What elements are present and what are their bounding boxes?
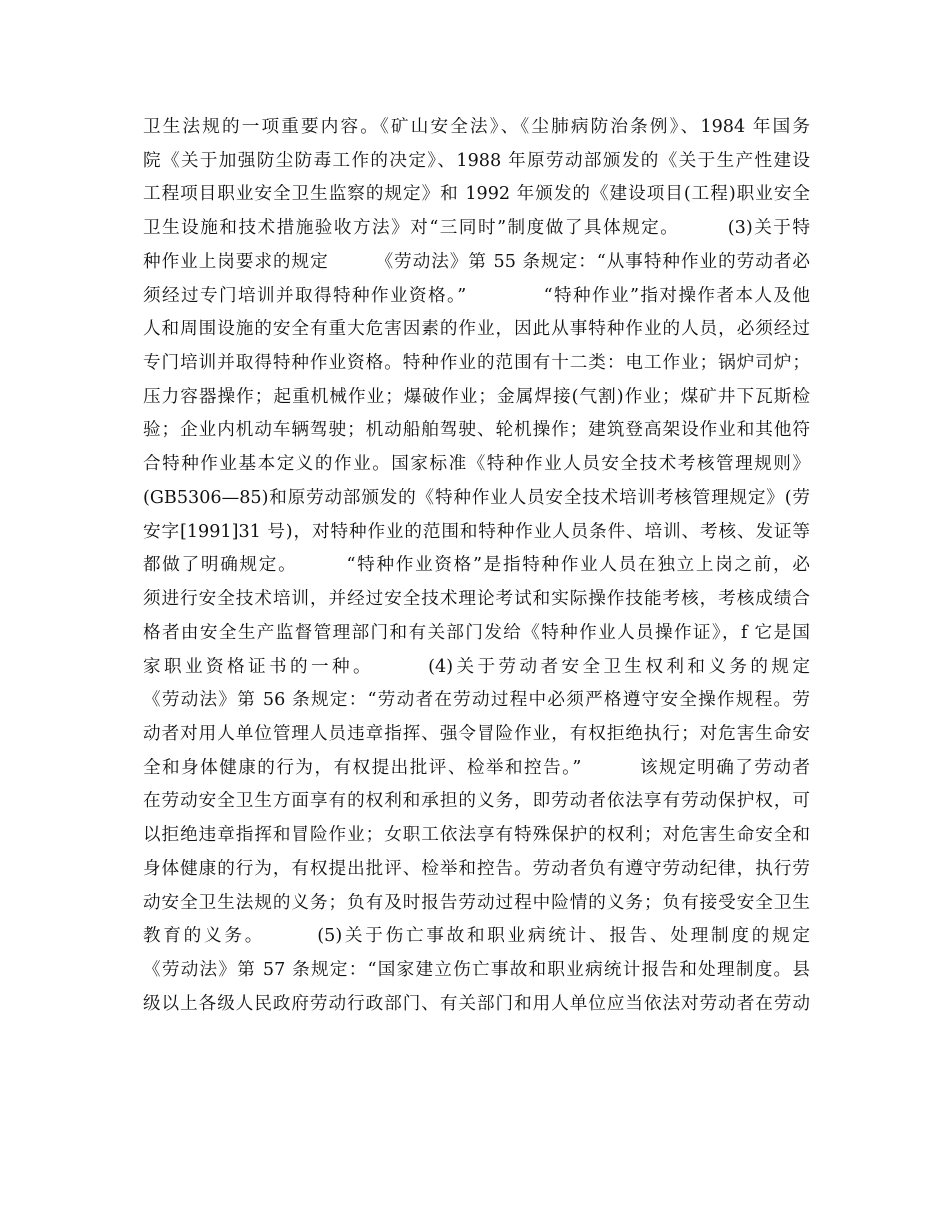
text-line: 《劳动法》第 57 条规定：“国家建立伤亡事故和职业病统计报告和处理制度。县 <box>143 959 810 980</box>
text-line: 人和周围设施的安全有重大危害因素的作业，因此从事特种作业的人员，必须经过 <box>143 319 810 340</box>
text-line: 级以上各级人民政府劳动行政部门、有关部门和用人单位应当依法对劳动者在劳动 <box>143 993 810 1014</box>
text-line: 须经过专门培训并取得特种作业资格。” “特种作业”指对操作者本人及他 <box>143 285 810 306</box>
text-line: 教育的义务。 (5)关于伤亡事故和职业病统计、报告、处理制度的规定 <box>143 926 810 947</box>
text-line: 卫生法规的一项重要内容。《矿山安全法》、《尘肺病防治条例》、1984 年国务 <box>143 117 810 137</box>
text-line: 全和身体健康的行为，有权提出批评、检举和控告。” 该规定明确了劳动者 <box>143 757 810 778</box>
text-line: 都做了明确规定。 “特种作业资格”是指特种作业人员在独立上岗之前，必 <box>143 555 810 576</box>
text-line: 须进行安全技术培训，并经过安全技术理论考试和实际操作技能考核，考核成绩合 <box>143 589 810 610</box>
text-line: (GB5306—85)和原劳动部颁发的《特种作业人员安全技术培训考核管理规定》(劳 <box>143 487 810 508</box>
text-line: 在劳动安全卫生方面享有的权利和承担的义务，即劳动者依法享有劳动保护权，可 <box>143 791 810 812</box>
text-line: 安字[1991]31 号)，对特种作业的范围和特种作业人员条件、培训、考核、发证等 <box>143 521 810 542</box>
text-line: 验；企业内机动车辆驾驶；机动船舶驾驶、轮机操作；建筑登高架设作业和其他符 <box>143 420 810 441</box>
text-line: 《劳动法》第 56 条规定：“劳动者在劳动过程中必须严格遵守安全操作规程。劳 <box>143 690 810 711</box>
text-line: 院《关于加强防尘防毒工作的决定》、1988 年原劳动部颁发的《关于生产性建设 <box>143 150 810 171</box>
text-line: 合特种作业基本定义的作业。国家标准《特种作业人员安全技术考核管理规则》 <box>143 454 810 475</box>
text-line: 动安全卫生法规的义务；负有及时报告劳动过程中险情的义务；负有接受安全卫生 <box>143 892 810 913</box>
text-line: 专门培训并取得特种作业资格。特种作业的范围有十二类：电工作业；锅炉司炉； <box>143 353 810 374</box>
body-text <box>143 111 810 1021</box>
text-line: 格者由安全生产监督管理部门和有关部门发给《特种作业人员操作证》，f 它是国 <box>143 622 810 643</box>
text-line: 身体健康的行为，有权提出批评、检举和控告。劳动者负有遵守劳动纪律，执行劳 <box>143 858 810 879</box>
text-line: 种作业上岗要求的规定 《劳动法》第 55 条规定：“从事特种作业的劳动者必 <box>143 251 810 272</box>
text-line: 动者对用人单位管理人员违章指挥、强令冒险作业，有权拒绝执行；对危害生命安 <box>143 723 810 744</box>
text-line: 卫生设施和技术措施验收方法》对“三同时”制度做了具体规定。 (3)关于特 <box>143 218 810 239</box>
text-line: 压力容器操作；起重机械作业；爆破作业；金属焊接(气割)作业；煤矿井下瓦斯检 <box>143 386 810 407</box>
text-line: 家职业资格证书的一种。 (4)关于劳动者安全卫生权利和义务的规定 <box>143 656 810 677</box>
text-line: 工程项目职业安全卫生监察的规定》和 1992 年颁发的《建设项目(工程)职业安全 <box>143 184 810 205</box>
text-line: 以拒绝违章指挥和冒险作业；女职工依法享有特殊保护的权利；对危害生命安全和 <box>143 825 810 846</box>
